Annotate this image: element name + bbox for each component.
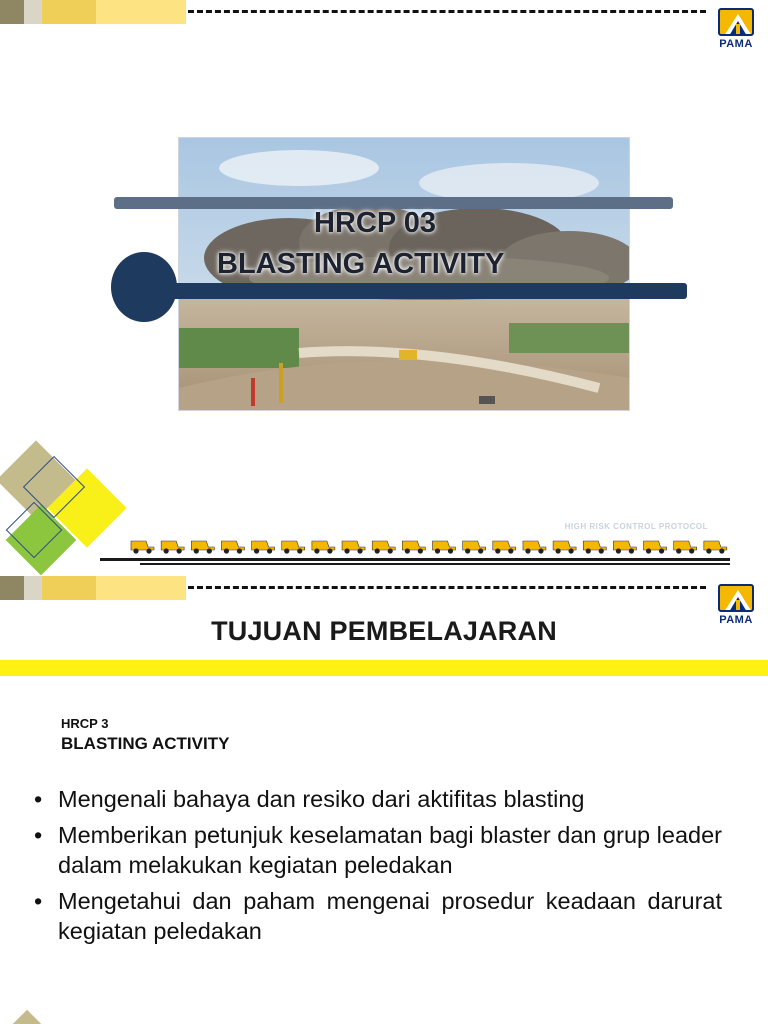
- list-item: [34, 784, 722, 814]
- dump-truck-icon: [433, 541, 456, 554]
- dump-truck-icon: [704, 541, 727, 554]
- dump-truck-icon: [583, 541, 606, 554]
- list-item: [34, 820, 722, 880]
- pama-logo-icon: [718, 8, 754, 36]
- bullet-icon: •: [34, 888, 43, 914]
- list-item-text: Mengenali bahaya dan resiko dari aktifitas blasting: [58, 786, 585, 812]
- yellow-band: [0, 660, 768, 676]
- truck-row: [128, 538, 731, 554]
- dump-truck-icon: [372, 541, 395, 554]
- objectives-list: [34, 784, 722, 952]
- strip-block: [42, 576, 96, 600]
- subtitle-code: HRCP 3: [61, 716, 109, 731]
- dump-truck-icon: [312, 541, 335, 554]
- pama-logo-text: PAMA: [719, 38, 753, 50]
- strip-block: [96, 576, 186, 600]
- baseline: [140, 563, 730, 565]
- dump-truck-icon: [463, 541, 486, 554]
- pama-logo-icon: [718, 584, 754, 612]
- dump-truck-icon: [191, 541, 214, 554]
- dump-truck-icon: [131, 541, 154, 554]
- dump-truck-icon: [553, 541, 576, 554]
- top-color-strip: [0, 0, 186, 24]
- bullet-icon: •: [34, 786, 43, 812]
- strip-block: [24, 576, 42, 600]
- dump-truck-icon: [161, 541, 184, 554]
- dark-blue-bar: [150, 283, 687, 299]
- top-color-strip: [0, 576, 186, 600]
- slide-title-line1: HRCP 03: [314, 207, 436, 239]
- list-item-text: Mengetahui dan paham mengenai prosedur keadaan darurat kegiatan peledakan: [58, 888, 722, 944]
- dump-truck-icon: [644, 541, 667, 554]
- top-dashed-line: [188, 586, 706, 589]
- list-item-text: Memberikan petunjuk keselamatan bagi blaster dan grup leader dalam melakukan kegiatan peledakan: [58, 822, 722, 878]
- dump-truck-icon: [342, 541, 365, 554]
- dump-truck-icon: [221, 541, 244, 554]
- slide-title-line2: BLASTING ACTIVITY: [217, 248, 505, 280]
- dump-truck-icon: [674, 541, 697, 554]
- pama-logo: [712, 8, 760, 52]
- dump-truck-icon: [523, 541, 546, 554]
- dump-truck-icon: [613, 541, 636, 554]
- list-item: [34, 886, 722, 946]
- corner-diamond: [6, 1010, 48, 1024]
- tagline: HIGH RISK CONTROL PROTOCOL: [564, 522, 708, 531]
- strip-block: [24, 0, 42, 24]
- dump-truck-icon: [282, 541, 305, 554]
- strip-block: [96, 0, 186, 24]
- strip-block: [42, 0, 96, 24]
- dump-truck-icon: [493, 541, 516, 554]
- top-dashed-line: [188, 10, 706, 13]
- pama-logo-text: PAMA: [719, 614, 753, 626]
- dark-blue-circle: [111, 252, 177, 322]
- baseline: [100, 558, 730, 561]
- slide-title: TUJUAN PEMBELAJARAN: [211, 616, 557, 646]
- dump-truck-icon: [402, 541, 425, 554]
- strip-block: [0, 0, 24, 24]
- strip-block: [0, 576, 24, 600]
- subtitle-name: BLASTING ACTIVITY: [61, 734, 230, 753]
- dump-truck-icon: [252, 541, 275, 554]
- objectives-slide: [0, 576, 768, 1024]
- bullet-icon: •: [34, 822, 43, 848]
